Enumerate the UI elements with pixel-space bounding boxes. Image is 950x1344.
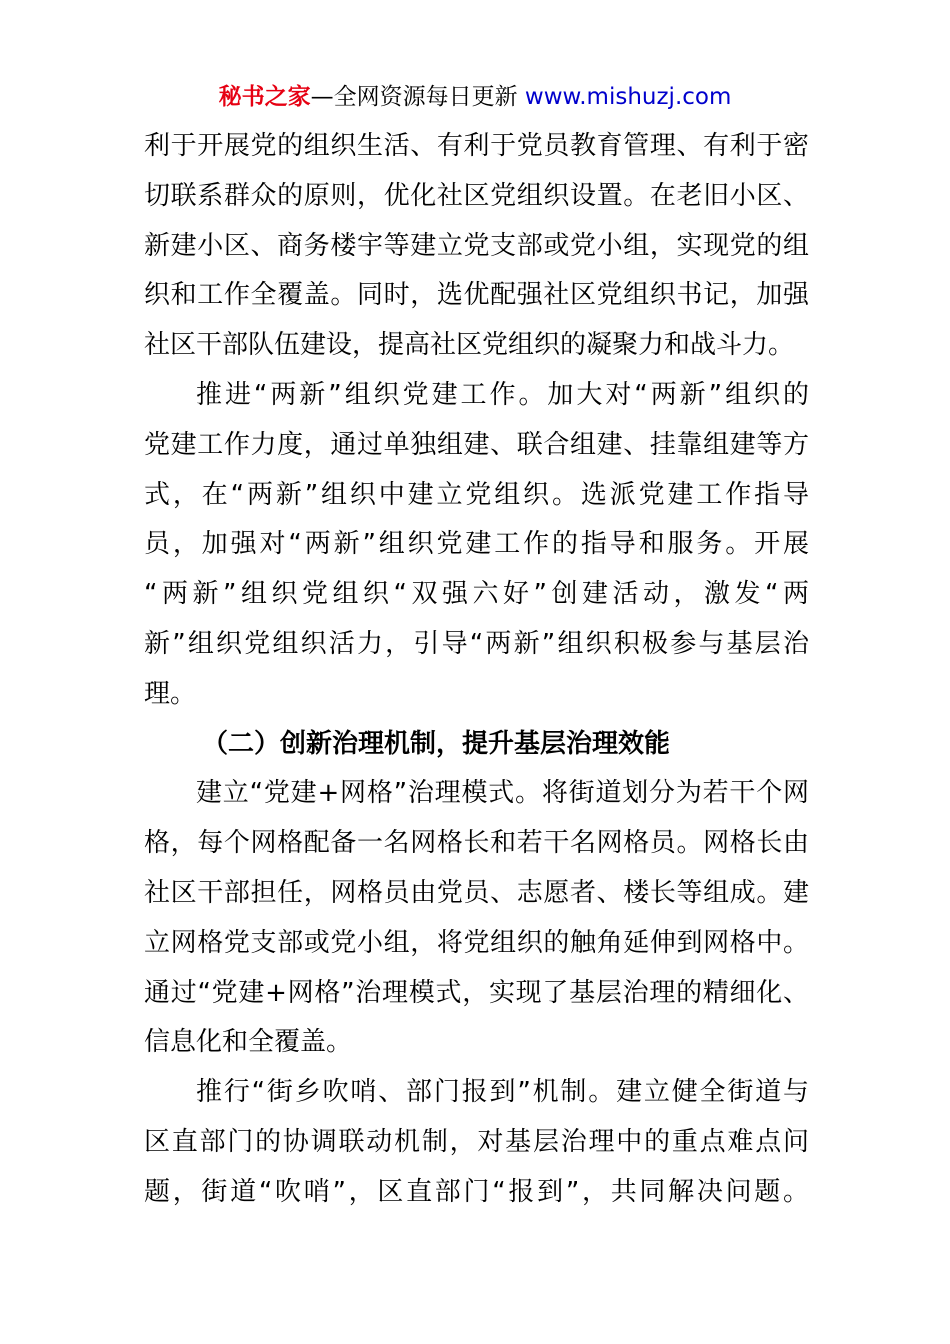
text-line: 信息化和全覆盖。 bbox=[144, 1027, 353, 1058]
text-line: 通过“党建+网格”治理模式，实现了基层治理的精细化、 bbox=[144, 977, 809, 1008]
site-url-link[interactable]: www.mishuzj.com bbox=[524, 84, 732, 110]
text-line: 社区干部队伍建设，提高社区党组织的凝聚力和战斗力。 bbox=[144, 330, 795, 361]
text-line: 推行“街乡吹哨、部门报到”机制。建立健全街道与 bbox=[196, 1077, 809, 1108]
text-line: 利于开展党的组织生活、有利于党员教育管理、有利于密 bbox=[144, 131, 809, 161]
section-heading: （二）创新治理机制，提升基层治理效能 bbox=[202, 728, 671, 759]
text-line: 新”组织党组织活力，引导“两新”组织积极参与基层治 bbox=[144, 628, 809, 659]
text-line: 式，在“两新”组织中建立党组织。选派党建工作指导 bbox=[144, 479, 809, 510]
text-line: 织和工作全覆盖。同时，选优配强社区党组织书记，加强 bbox=[144, 280, 809, 311]
site-tagline: —全网资源每日更新 bbox=[310, 84, 518, 110]
text-line: 新建小区、商务楼宇等建立党支部或党小组，实现党的组 bbox=[144, 230, 809, 261]
text-line: 立网格党支部或党小组，将党组织的触角延伸到网格中。 bbox=[144, 927, 809, 958]
site-header bbox=[0, 80, 950, 114]
text-line: 党建工作力度，通过单独组建、联合组建、挂靠组建等方 bbox=[144, 429, 809, 460]
text-line: 切联系群众的原则，优化社区党组织设置。在老旧小区、 bbox=[144, 180, 809, 211]
text-line: 员，加强对“两新”组织党建工作的指导和服务。开展 bbox=[144, 529, 809, 560]
text-line: 题，街道“吹哨”，区直部门“报到”，共同解决问题。 bbox=[144, 1176, 809, 1207]
text-line: “两新”组织党组织“双强六好”创建活动，激发“两 bbox=[144, 579, 809, 610]
text-line: 推进“两新”组织党建工作。加大对“两新”组织的 bbox=[196, 379, 809, 410]
text-line: 社区干部担任，网格员由党员、志愿者、楼长等组成。建 bbox=[144, 877, 809, 908]
text-line: 理。 bbox=[144, 678, 197, 709]
text-line: 建立“党建+网格”治理模式。将街道划分为若干个网 bbox=[196, 778, 809, 809]
text-line: 格，每个网格配备一名网格长和若干名网格员。网格长由 bbox=[144, 828, 809, 859]
site-brand: 秘书之家 bbox=[218, 84, 311, 110]
document-body bbox=[144, 122, 809, 1218]
text-line: 区直部门的协调联动机制，对基层治理中的重点难点问 bbox=[144, 1126, 809, 1157]
